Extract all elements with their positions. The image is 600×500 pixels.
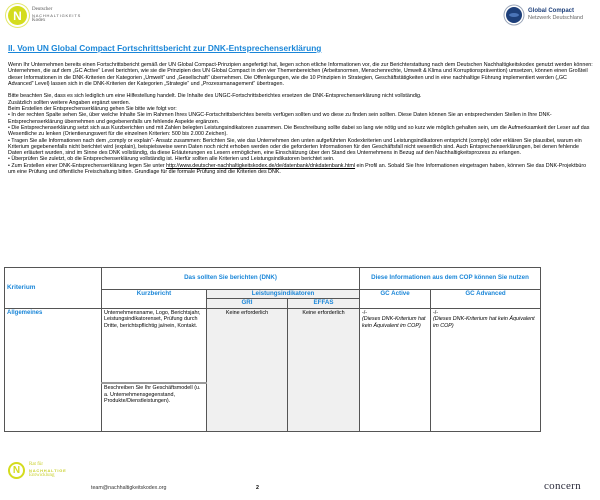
dnk-database-link[interactable]: http://www.deutscher-nachhaltigkeitskodex.de/de/datenbank/dnkdatenbank.html [166,162,356,169]
rne-logo-block [8,462,67,479]
gc-logo-line2: Netzwerk Deutschland [528,15,584,21]
rne-logo-icon: N [8,462,25,479]
table-row [5,308,541,383]
dnk-logo-text [32,7,81,24]
un-globe-icon [506,7,522,23]
global-compact-logo-block [506,7,583,23]
bullet-item: • Die Entsprechenserklärung setzt sich aus Kurzberichten und mit Zahlen belegten Leistungsindikatoren zusammen. Die Beschreibung sollte dabei so lang wie nötig und so kurz wie möglich gehalten sein, um die Aufmerksamkeit der Leser auf das Wesentliche zu lenken (Orientierungswert für die einzelnen Kriterien: 500 bis 2.000 Zeichen). [8,124,590,138]
dnk-logo-block [8,6,81,25]
cell-gc-advanced [431,308,541,431]
dnk-logo-line1: Deutscher [32,7,53,13]
rne-logo-line1: Rat für [29,462,44,468]
bullet-item-with-link [8,163,593,176]
body-text [8,62,593,175]
bullet-item: • Tragen Sie alle Informationen nach dem „comply or explain“- Ansatz zusammen: Berichten Sie, wie das Unternehmen den unten aufgeführten Kodexkriterien und Leistungsindikatoren entspricht (comply) oder erklären Sie plausibel, warum ein Kriterium gegebenenfalls nicht berichtet wird (explain), beispielsweise wenn Daten noch nicht erhoben werden oder die geforderten Informationen für den Geschäftsfall nicht wesentlich sind. Auch Entsprechenserklärungen, bei denen fehlende Daten erläutert wurden, sind im Sinne des DNK vollständig, da diese Erläuterungen es Lesern ermöglichen, eine Einschätzung über den Stand des Unternehmens in Bezug auf den Nachhaltigkeitsprozess zu erlangen. [8,137,582,157]
rne-logo-line2: NACHHALTIGE [29,467,67,473]
concern-brand-logo: concern [544,480,581,492]
rne-logo-line3: Entwicklung [29,473,55,479]
bullet-text-after: ein Profil an. Sobald Sie Ihre Informationen eingetragen haben, können Sie das DNK-Projektbüro um eine Prüfung und öffentliche Freischaltung bitten. Grundlage für die formale Prüfung sind die Kriterien des DNK. [8,162,587,176]
criteria-table [4,267,541,432]
header-gc-advanced: GC Advanced [431,290,541,309]
note-paragraph-3: Beim Erstellen der Entsprechenserklärung gehen Sie bitte wie folgt vor: [8,106,177,113]
gc-active-note: (Dieses DNK-Kriterium hat kein Äquivalent im COP) [362,316,426,329]
header-gc-active: GC Active [360,290,431,309]
dnk-logo-line3: Kodex [32,18,46,24]
footer-email[interactable]: team@nachhaltigkeitskodex.org [91,485,167,491]
dnk-logo-line2: NACHHALTIGKEITS [32,12,82,18]
bullet-item: • In der rechten Spalte sehen Sie, über welche Inhalte Sie im Rahmen Ihres UNGC-Fortschrittsberichtes bereits verfügen sollten und wo diese zu finden sein sollten. Diese Daten können Sie an entsprechenden Stellen in Ihre DNK-Entsprechenserklärung übernehmen und gegebenenfalls um fehlende Aspekte ergänzen. [8,112,552,125]
rne-logo-text [29,462,67,479]
header-group-cop: Diese Informationen aus dem COP können Sie nutzen [360,268,541,290]
header-kriterium: Kriterium [5,268,102,309]
bullet-text-before: • Zum Erstellen einer DNK-Entsprechenserklärung legen Sie unter [8,162,167,169]
gc-advanced-note: (Dieses DNK-Kriterium hat kein Äquivalent im COP) [433,316,535,329]
gc-active-mark: -/- [362,309,368,316]
section-title: II. Vom UN Global Compact Fortschrittsbericht zur DNK-Entsprechenserklärung [8,43,322,53]
gc-logo-line1: Global Compact [528,8,575,14]
dnk-logo-icon: N [8,6,27,25]
note-paragraph-2: Zusätzlich sollten weitere Angaben ergänzt werden. [8,99,131,106]
page-number: 2 [256,485,259,491]
cell-kurzbericht-1: Unternehmensname, Logo, Berichtsjahr, Leistungsindikatorenset, Prüfung durch Dritte, berichtspflichtig ja/nein, Kontakt. [102,308,207,383]
header-group-dnk: Das sollten Sie berichten (DNK) [102,268,360,290]
bullet-item: • Überprüfen Sie zuletzt, ob die Entsprechenserklärung vollständig ist. Hierfür sollten alle Kriterien und Leistungsindikatoren berichtet sein. [8,156,335,163]
intro-paragraph: Wenn Ihr Unternehmen bereits einen Fortschrittsbericht gemäß der UN Global Compact-Prinzipien angefertigt hat, liegen schon etliche Informationen vor, die zur Berichterstattung nach dem Deutschen Nachhaltigkeitskodex genutzt werden können: Unternehmen, die auf dem „GC Active“ Level berichten, wie sie die Prinzipien des UN Global Compact in den vier Themenbereichen (Arbeitsnormen, Menschenrechte, Umwelt & Klima und Korruptionsprävention) umsetzen, können einen Großteil dieser Informationen in die DNK-Kriterien der Kategorien „Umwelt“ und „Gesellschaft“ übernehmen. Die Offenlegungen, wie die 10 Prinzipien in Strategien, Geschäftstätigkeiten und in eine nachhaltige Führung implementiert werden („GC Advanced“ Level) lassen sich in die DNK-Kriterien der Kategorien „Strategie“ und „Prozessmanagement“ übertragen. [8,62,593,87]
header-effas: EFFAS [288,299,360,308]
gc-advanced-mark: -/- [433,309,439,316]
cell-gri: Keine erforderlich [207,308,288,431]
cell-kurzbericht-2: Beschreiben Sie Ihr Geschäftsmodell (u. a. Unternehmensgegenstand, Produkte/Dienstleistungen). [102,383,207,431]
header-gri: GRI [207,299,288,308]
header-leistungsindikatoren: Leistungsindikatoren [207,290,360,299]
global-compact-logo-text [528,8,583,22]
cell-effas: Keine erforderlich [288,308,360,431]
cell-gc-active [360,308,431,431]
cell-kriterium: Allgemeines [5,308,102,431]
header-kurzbericht: Kurzbericht [102,290,207,309]
note-paragraph-1: Bitte beachten Sie, dass es sich lediglich um eine Hilfestellung handelt. Die Inhalte des UNGC-Fortschrittsberichtes ersetzen die DNK-Entsprechenserklärung nicht vollständig. [8,93,422,100]
